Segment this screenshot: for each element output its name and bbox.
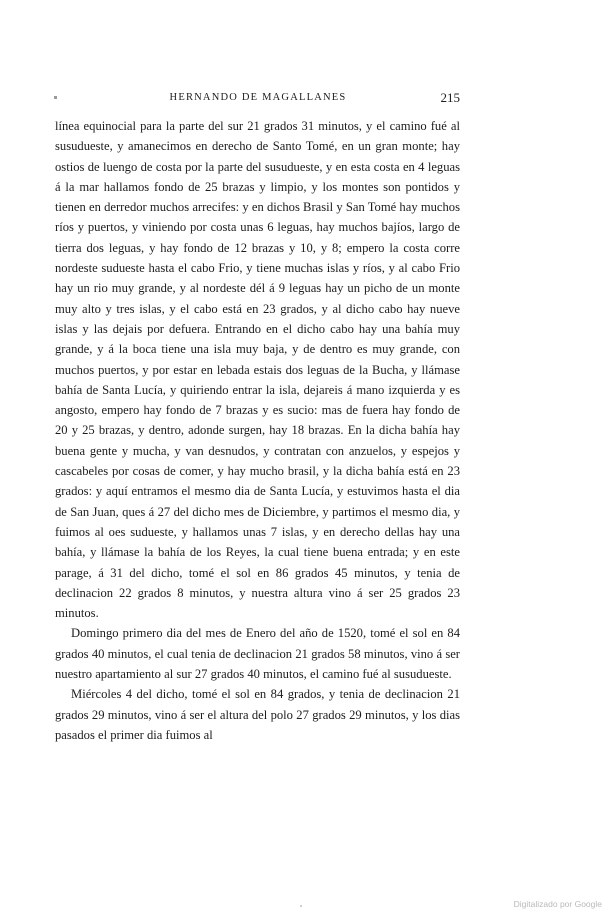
header-title: HERNANDO DE MAGALLANES	[169, 92, 347, 103]
scan-speck	[300, 905, 302, 907]
running-header	[54, 90, 462, 110]
digitization-watermark: Digitalizado por Google	[513, 899, 602, 909]
paragraph-2: Domingo primero dia del mes de Enero del año de 1520, tomé el sol en 84 grados 40 minutos, el cual tenia de declinacion 21 grados 58 minutos, vino á ser nuestro apartamiento al sur 27 grados 40 minutos, el camino fué al susudueste.	[55, 626, 460, 682]
page-number: 215	[440, 90, 460, 105]
body-text	[55, 116, 460, 745]
paragraph-3: Miércoles 4 del dicho, tomé el sol en 84 grados, y tenia de declinacion 21 grados 29 minutos, vino á ser el altura del polo 27 grados 29 minutos, y los dias pasados el primer dia fuimos al	[55, 687, 460, 742]
paragraph-1: línea equinocial para la parte del sur 21 grados 31 minutos, y el camino fué al susudueste, y amanecimos en derecho de Santo Tomé, en un gran monte; hay ostios de luengo de costa por la parte del susudueste, y en esta costa en 4 leguas á la mar hallamos fondo de 25 brazas y limpio, y los montes son pontidos y tienen en derredor muchos arrecifes: y en dichos Brasil y San Tomé hay muchos ríos y puertos, y viniendo por costa unas 6 leguas, hay muchos bajíos, largo de tierra dos leguas, y hay fondo de 12 brazas y 10, y 8; empero la costa corre nordeste sudueste hasta el cabo Frio, y tiene muchas islas y ríos, y al cabo Frio hay un rio muy grande, y al nordeste dél á 9 leguas hay un picho de un monte muy alto y tres islas, y el cabo está en 23 grados, y al dicho cabo hay nueve islas y las dejais por defuera. Entrando en el dicho cabo hay una bahía muy grande, y á la boca tiene una isla muy baja, y de dentro es muy grande, con muchos puertos, y por estar en lebada estais dos leguas de la Bucha, y llámase bahía de Santa Lucía, y quiriendo entrar la isla, dejareis á mano izquierda y es angosto, empero hay fondo de 7 brazas y es sucio: mas de fuera hay fondo de 20 y 25 brazas, y dentro, adonde surgen, hay 18 brazas. En la dicha bahía hay buena gente y mucha, y van desnudos, y contratan con anzuelos, y espejos y cascabeles por cosas de comer, y hay mucho brasil, y la dicha bahía está en 23 grados: y aquí entramos el mesmo dia de Santa Lucía, y estuvimos hasta el dia de San Juan, ques á 27 del dicho mes de Diciembre, y partimos el mesmo dia, y fuimos al oes sudueste, y hallamos unas 7 islas, y en derecho dellas hay una bahía, y llámase la bahía de los Reyes, la cual tiene buena entrada; y en este parage, á 31 del dicho, tomé el sol en 86 grados 45 minutos, y tenia de declinacion 22 grados 8 minutos, y nuestra altura vino á ser 25 grados 23 minutos.	[55, 119, 460, 621]
